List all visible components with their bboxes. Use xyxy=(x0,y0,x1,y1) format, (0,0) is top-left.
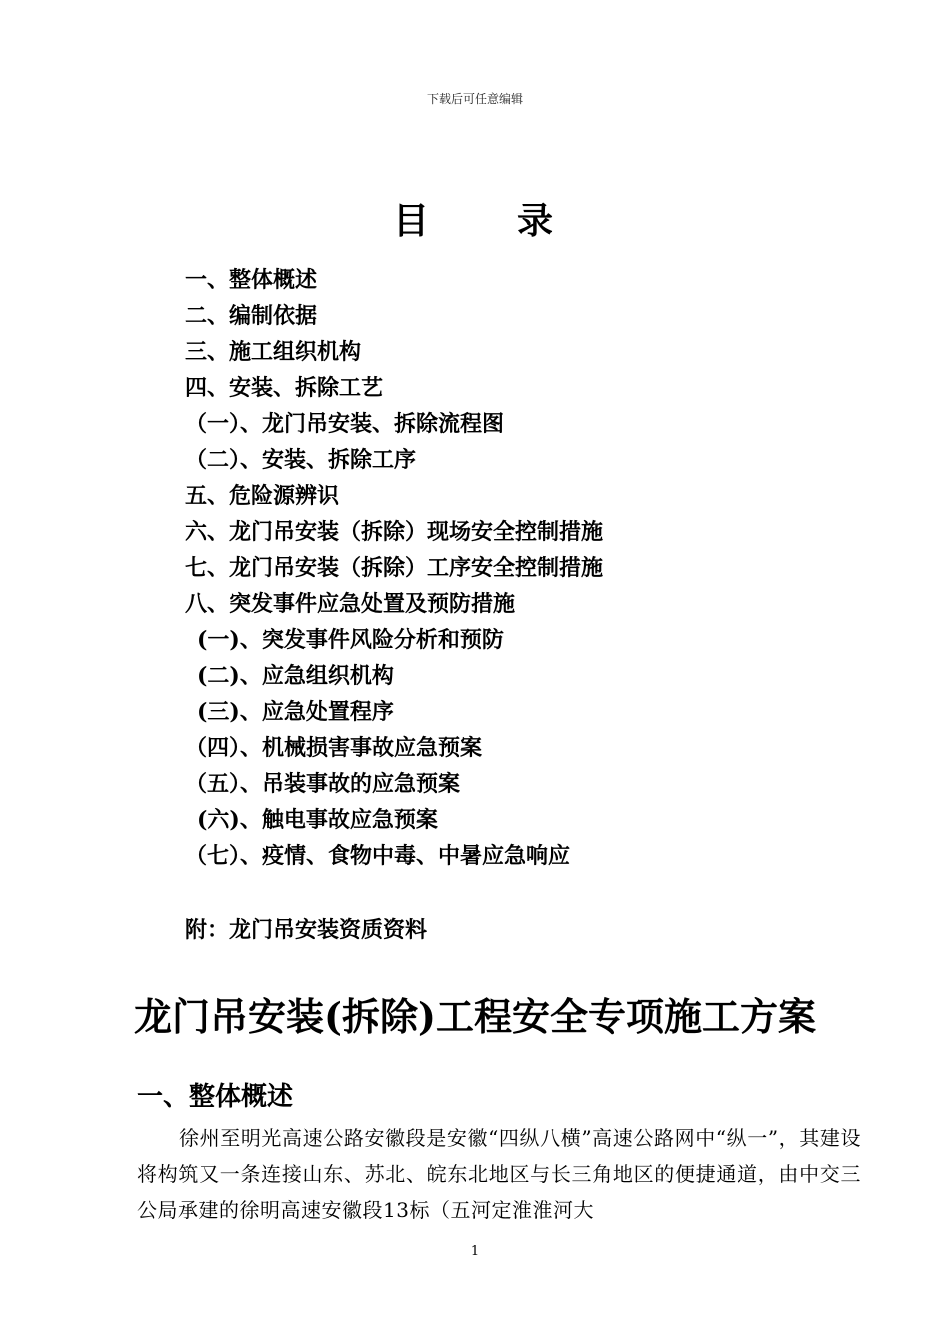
toc-item[interactable]: 五、危险源辨识 xyxy=(185,483,340,509)
toc-item[interactable]: （四）、机械损害事故应急预案 xyxy=(185,735,483,761)
section-heading: 一、整体概述 xyxy=(137,1082,294,1112)
toc-item[interactable]: （七）、疫情、食物中毒、中暑应急响应 xyxy=(185,843,571,869)
toc-title-left: 目 xyxy=(392,200,433,242)
toc-item[interactable]: 七、龙门吊安装（拆除）工序安全控制措施 xyxy=(185,555,604,581)
toc-item[interactable]: (二)、应急组织机构 xyxy=(197,663,394,689)
page-header: 下载后可任意编辑 xyxy=(426,92,523,106)
toc-item[interactable]: 六、龙门吊安装（拆除）现场安全控制措施 xyxy=(185,519,604,545)
toc-item[interactable]: 一、整体概述 xyxy=(185,267,318,293)
toc-item[interactable]: 二、编制依据 xyxy=(185,303,318,329)
toc-item[interactable]: (一)、突发事件风险分析和预防 xyxy=(197,627,504,653)
toc-item[interactable]: （一）、龙门吊安装、拆除流程图 xyxy=(185,411,505,437)
body-paragraph: 徐州至明光高速公路安徽段是安徽“四纵八横”高速公路网中“纵一”，其建设将构筑又一条连接山东、苏北、皖东北地区与长三角地区的便捷通道，由中交三公局承建的徐明高速安徽段13标（五河定淮淮河大 xyxy=(137,1126,861,1222)
toc-item[interactable]: （二）、安装、拆除工序 xyxy=(185,447,417,473)
toc-title xyxy=(0,193,950,244)
toc-item[interactable]: 八、突发事件应急处置及预防措施 xyxy=(185,591,516,617)
toc-item[interactable]: 三、施工组织机构 xyxy=(185,339,362,365)
table-of-contents xyxy=(185,262,885,874)
toc-item[interactable]: (三)、应急处置程序 xyxy=(197,699,394,725)
toc-title-right: 录 xyxy=(517,200,558,242)
toc-item[interactable]: （五）、吊装事故的应急预案 xyxy=(185,771,461,797)
toc-item[interactable]: 四、安装、拆除工艺 xyxy=(185,375,384,401)
document-title: 龙门吊安装(拆除)工程安全专项施工方案 xyxy=(134,994,816,1039)
toc-appendix: 附：龙门吊安装资质资料 xyxy=(185,917,428,943)
page-number: 1 xyxy=(470,1244,480,1259)
toc-item[interactable]: (六)、触电事故应急预案 xyxy=(197,807,438,833)
